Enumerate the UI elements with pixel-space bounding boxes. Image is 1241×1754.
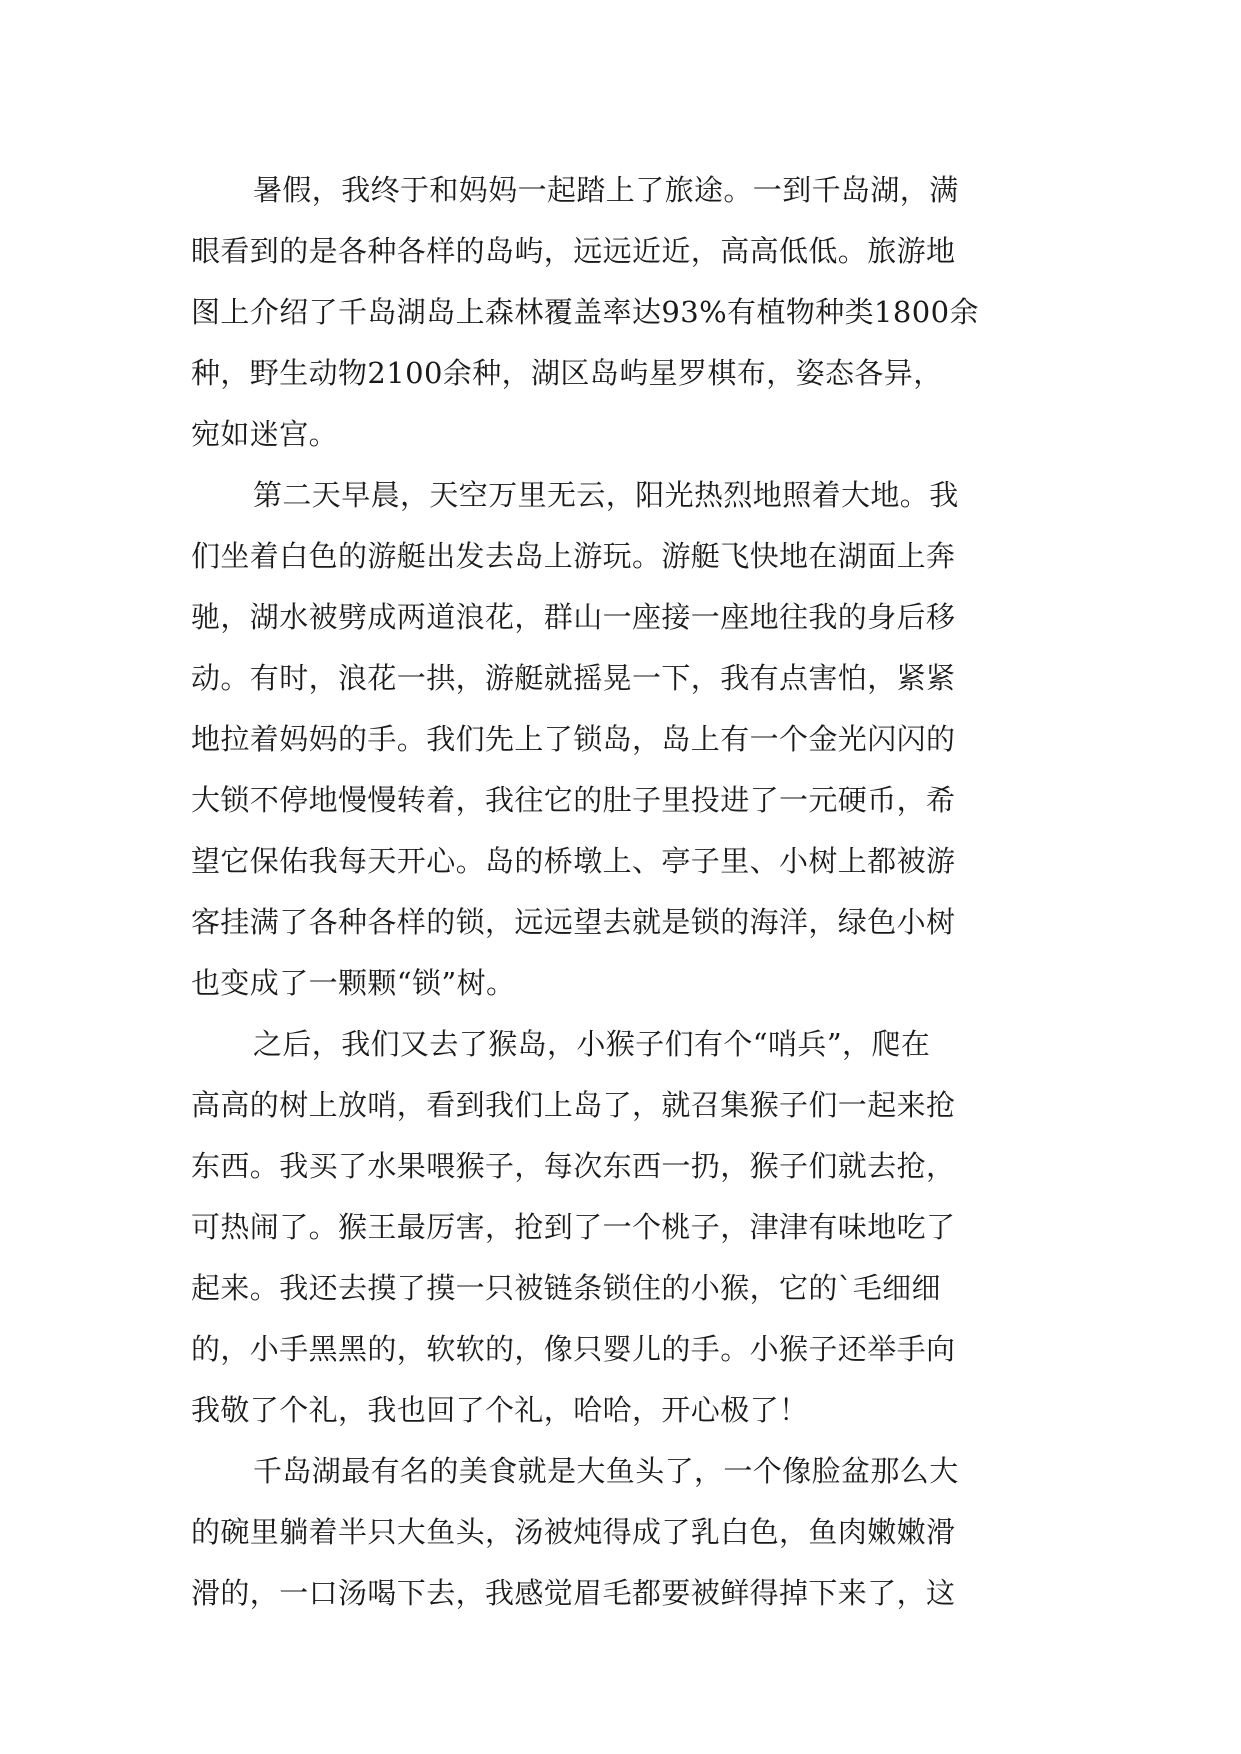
paragraph-line: 千岛湖最有名的美食就是大鱼头了，一个像脸盆那么大 xyxy=(253,1454,959,1488)
paragraph-line: 暑假，我终于和妈妈一起踏上了旅途。一到千岛湖，满 xyxy=(253,173,959,207)
paragraph-line: 可热闹了。猴王最厉害，抢到了一个桃子，津津有味地吃了 xyxy=(191,1210,956,1244)
paragraph-line: 之后，我们又去了猴岛，小猴子们有个“哨兵”，爬在 xyxy=(253,1027,931,1061)
paragraph-line: 驰，湖水被劈成两道浪花，群山一座接一座地往我的身后移 xyxy=(191,600,956,634)
paragraph-3 xyxy=(191,1014,1064,1441)
paragraph-line: 种，野生动物2100余种，湖区岛屿星罗棋布，姿态各异， xyxy=(191,356,943,390)
essay-body xyxy=(191,160,1064,1624)
paragraph-line: 图上介绍了千岛湖岛上森林覆盖率达93%有植物种类1800余 xyxy=(191,295,979,329)
paragraph-line: 地拉着妈妈的手。我们先上了锁岛，岛上有一个金光闪闪的 xyxy=(191,722,956,756)
paragraph-line: 宛如迷宫。 xyxy=(191,417,339,451)
paragraph-line: 大锁不停地慢慢转着，我往它的肚子里投进了一元硬币，希 xyxy=(191,783,956,817)
paragraph-line: 第二天早晨，天空万里无云，阳光热烈地照着大地。我 xyxy=(253,478,959,512)
paragraph-line: 起来。我还去摸了摸一只被链条锁住的小猴，它的`毛细细 xyxy=(191,1271,941,1305)
paragraph-line: 眼看到的是各种各样的岛屿，远远近近，高高低低。旅游地 xyxy=(191,234,956,268)
paragraph-line: 动。有时，浪花一拱，游艇就摇晃一下，我有点害怕，紧紧 xyxy=(191,661,956,695)
paragraph-line: 望它保佑我每天开心。岛的桥墩上、亭子里、小树上都被游 xyxy=(191,844,956,878)
paragraph-1 xyxy=(191,160,1064,465)
paragraph-line: 的碗里躺着半只大鱼头，汤被炖得成了乳白色，鱼肉嫩嫩滑 xyxy=(191,1515,956,1549)
paragraph-line: 的，小手黑黑的，软软的，像只婴儿的手。小猴子还举手向 xyxy=(191,1332,956,1366)
paragraph-line: 我敬了个礼，我也回了个礼，哈哈，开心极了！ xyxy=(191,1393,809,1427)
paragraph-2 xyxy=(191,465,1064,1014)
paragraph-line: 们坐着白色的游艇出发去岛上游玩。游艇飞快地在湖面上奔 xyxy=(191,539,956,573)
paragraph-line: 东西。我买了水果喂猴子，每次东西一扔，猴子们就去抢， xyxy=(191,1149,956,1183)
paragraph-line: 客挂满了各种各样的锁，远远望去就是锁的海洋，绿色小树 xyxy=(191,905,956,939)
paragraph-line: 也变成了一颗颗“锁”树。 xyxy=(191,966,516,1000)
paragraph-4 xyxy=(191,1441,1064,1624)
paragraph-line: 滑的，一口汤喝下去，我感觉眉毛都要被鲜得掉下来了，这 xyxy=(191,1576,956,1610)
paragraph-line: 高高的树上放哨，看到我们上岛了，就召集猴子们一起来抢 xyxy=(191,1088,956,1122)
